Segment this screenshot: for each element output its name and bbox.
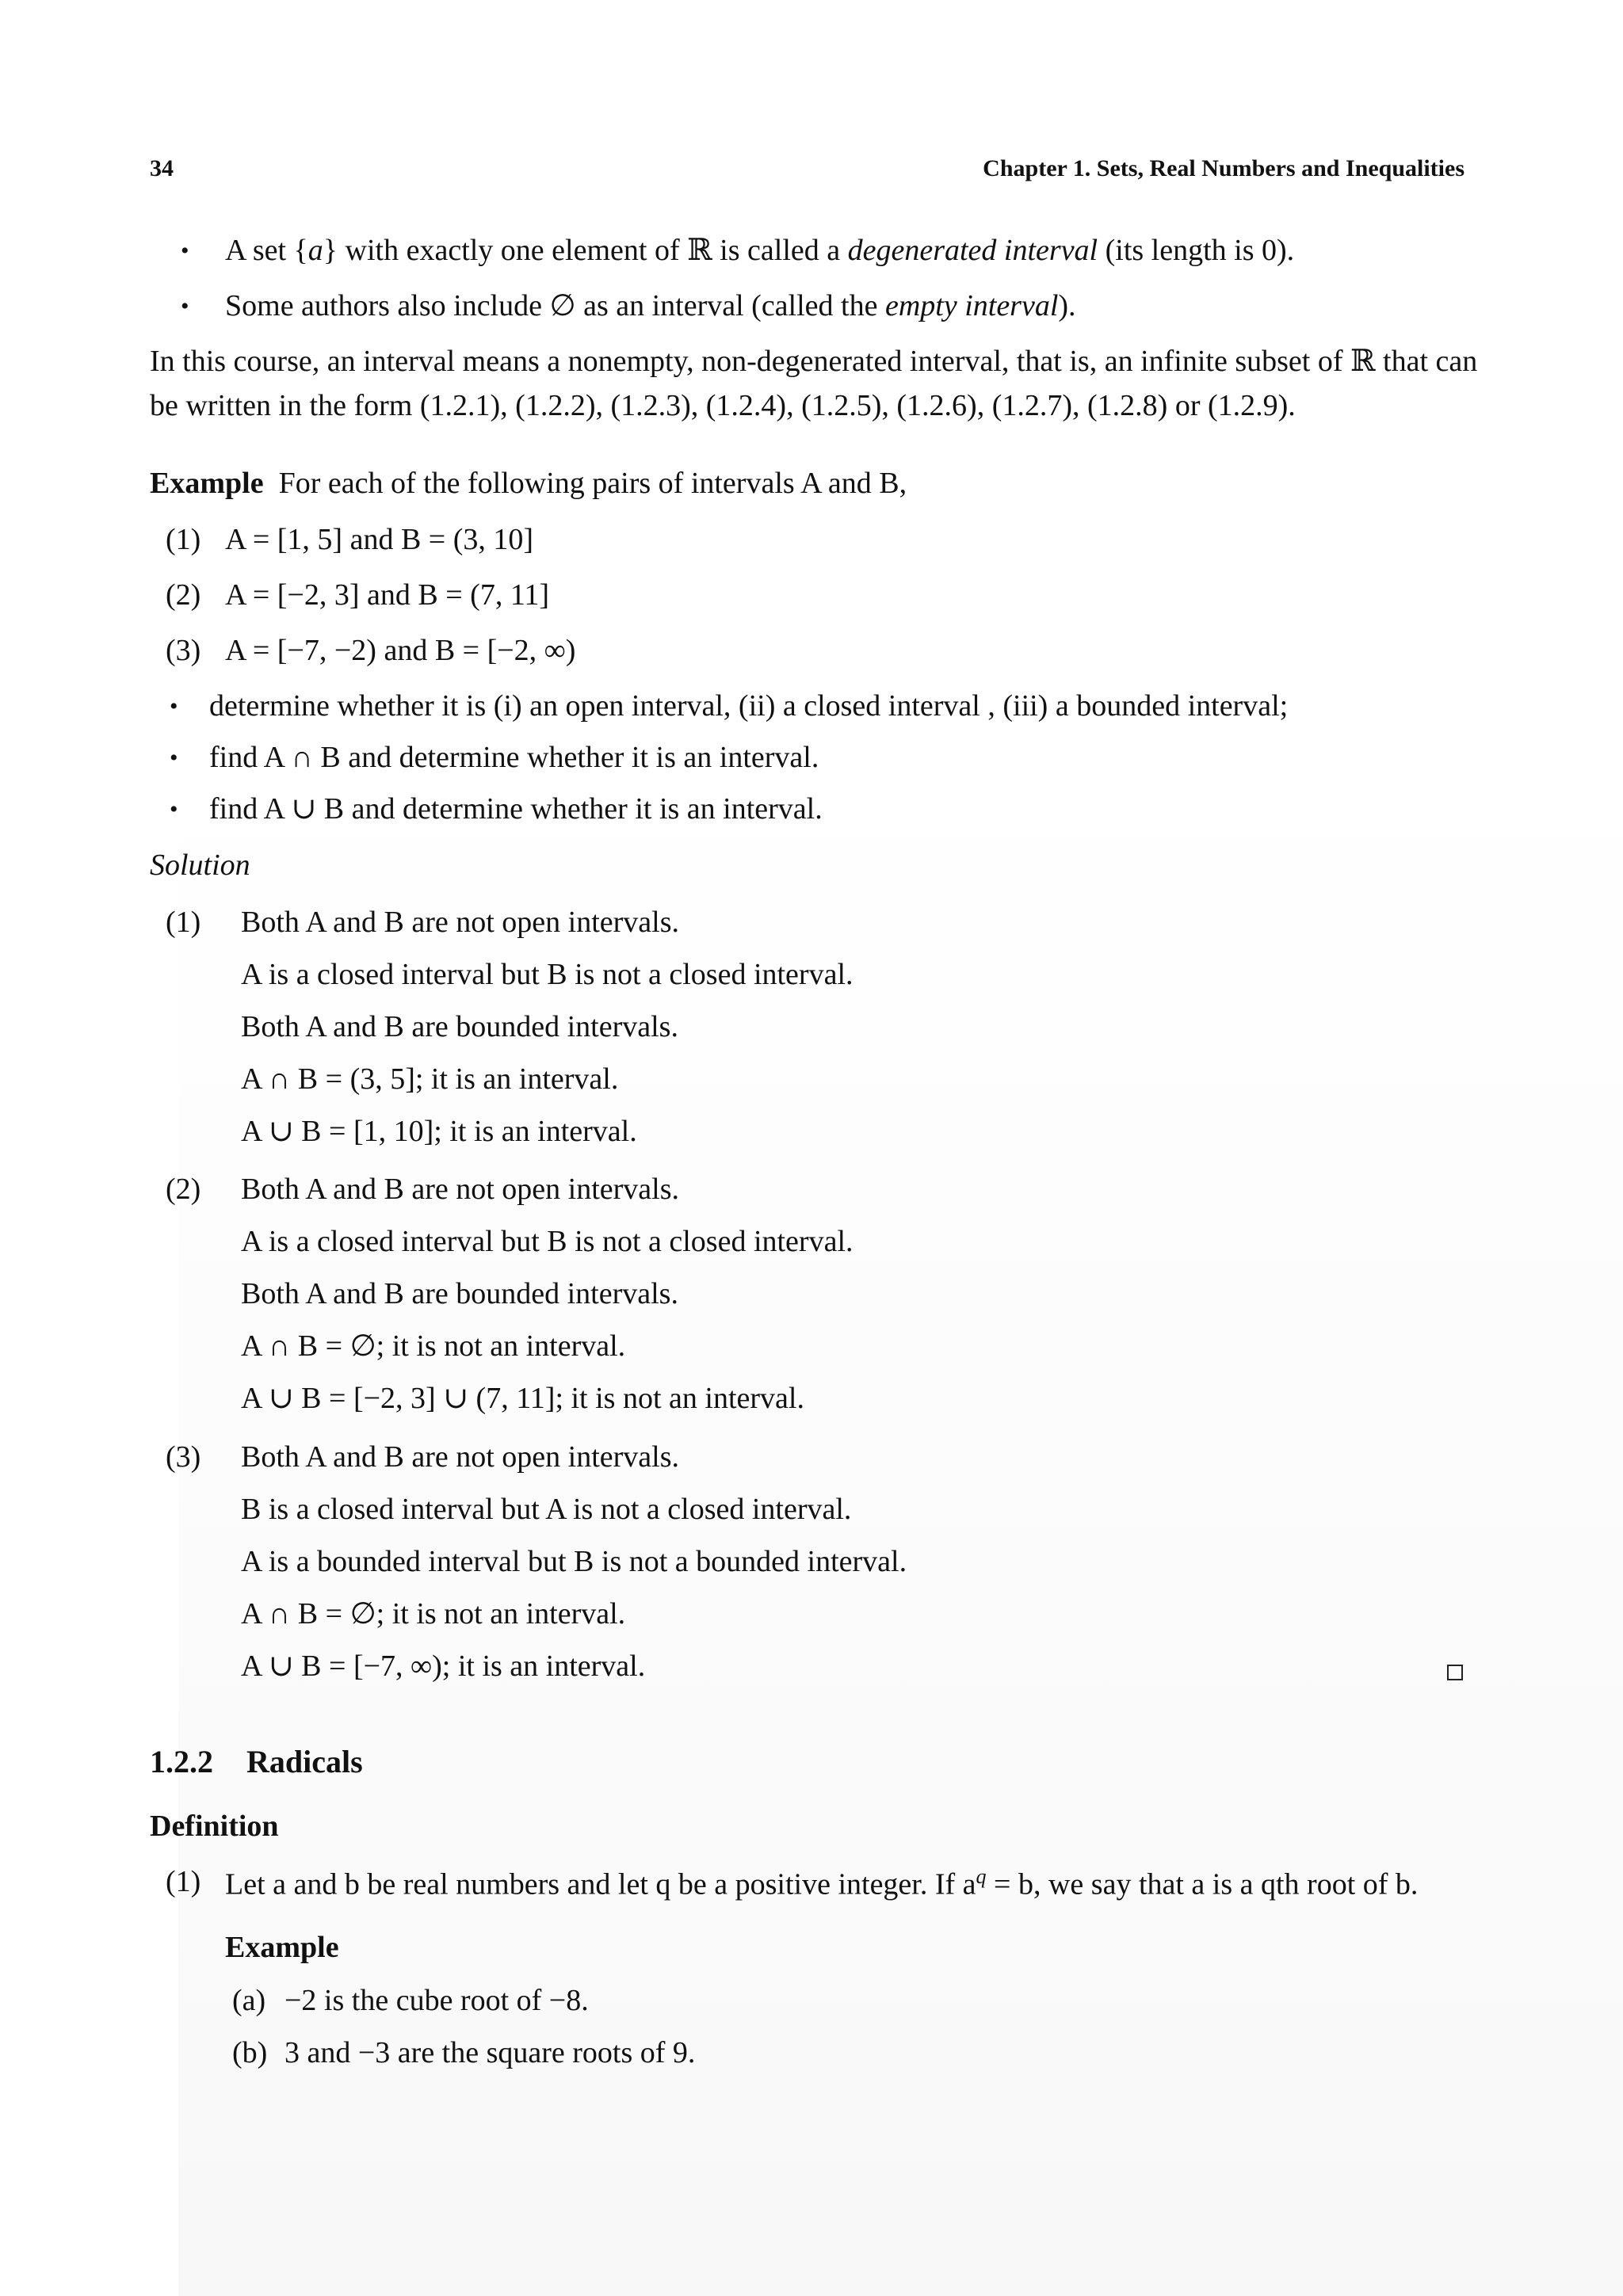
bullet-degenerated: A set {a} with exactly one element of ℝ is called a degenerated interval (its length is 0). [225,234,1295,267]
chapter-header: Chapter 1. Sets, Real Numbers and Inequalities [983,155,1465,181]
solution-line: Both A and B are bounded intervals. [241,1010,678,1043]
solution-line: A is a bounded interval but B is not a bounded interval. [241,1545,907,1578]
pair-number: (3) [166,634,201,667]
bullet-empty: Some authors also include ∅ as an interval (called the empty interval). [225,289,1076,322]
solution-line: A ∩ B = (3, 5]; it is an interval. [241,1062,619,1096]
solution-line: Both A and B are bounded intervals. [241,1277,678,1310]
task-2: find A ∩ B and determine whether it is an interval. [209,741,819,774]
solution-line: A is a closed interval but B is not a closed interval. [241,1225,854,1258]
solution-line: A ∩ B = ∅; it is not an interval. [241,1329,626,1363]
solution-part-number: (2) [166,1173,201,1206]
solution-line: A ∪ B = [1, 10]; it is an interval. [241,1115,637,1148]
solution-line: A ∪ B = [−2, 3] ∪ (7, 11]; it is not an interval. [241,1382,804,1415]
pair-number: (2) [166,578,201,612]
solution-line: A is a closed interval but B is not a closed interval. [241,958,854,991]
pair-3: A = [−7, −2) and B = [−2, ∞) [225,634,576,667]
course-note-line2: be written in the form (1.2.1), (1.2.2), (1.2.3), (1.2.4), (1.2.5), (1.2.6), (1.2.7), (1.2.8) or (1.2.9). [150,389,1296,422]
definition-text: Let a and b be real numbers and let q be a positive integer. If $a^q = b$, we say that a is a qth root of b. [225,1865,1419,1901]
pair-1: A = [1, 5] and B = (3, 10] [225,523,534,556]
course-note-line1: In this course, an interval means a nonempty, non-degenerated interval, that is, an infinite subset of ℝ that can [150,345,1478,378]
bullet-icon: • [181,238,189,264]
definition-example-number: (a) [232,1984,266,2017]
definition-example-b: 3 and −3 are the square roots of 9. [285,2036,696,2069]
definition-label: Definition [150,1810,279,1843]
solution-line: B is a closed interval but A is not a closed interval. [241,1493,852,1526]
definition-example-number: (b) [232,2036,268,2069]
bullet-icon: • [170,796,178,822]
definition-example-label: Example [225,1931,339,1964]
pair-2: A = [−2, 3] and B = (7, 11] [225,578,550,612]
task-1: determine whether it is (i) an open interval, (ii) a closed interval , (iii) a bounded interval; [209,689,1289,723]
bullet-icon: • [170,693,178,719]
solution-line: Both A and B are not open intervals. [241,906,680,939]
bullet-icon: • [170,745,178,771]
solution-part-number: (3) [166,1440,201,1474]
bullet-icon: • [181,293,189,319]
example-intro: Example For each of the following pairs of intervals A and B, [150,467,907,500]
solution-label: Solution [150,849,250,882]
page-number: 34 [150,155,174,181]
pair-number: (1) [166,523,201,556]
solution-line: A ∩ B = ∅; it is not an interval. [241,1597,626,1630]
solution-part-number: (1) [166,906,201,939]
definition-example-a: −2 is the cube root of −8. [285,1984,589,2017]
task-3: find A ∪ B and determine whether it is an interval. [209,792,823,826]
solution-line: Both A and B are not open intervals. [241,1440,680,1474]
solution-line: Both A and B are not open intervals. [241,1173,680,1206]
definition-number: (1) [166,1865,201,1898]
qed-square-icon [1447,1665,1463,1680]
solution-line: A ∪ B = [−7, ∞); it is an interval. [241,1650,646,1683]
section-heading: 1.2.2 Radicals [150,1744,363,1779]
